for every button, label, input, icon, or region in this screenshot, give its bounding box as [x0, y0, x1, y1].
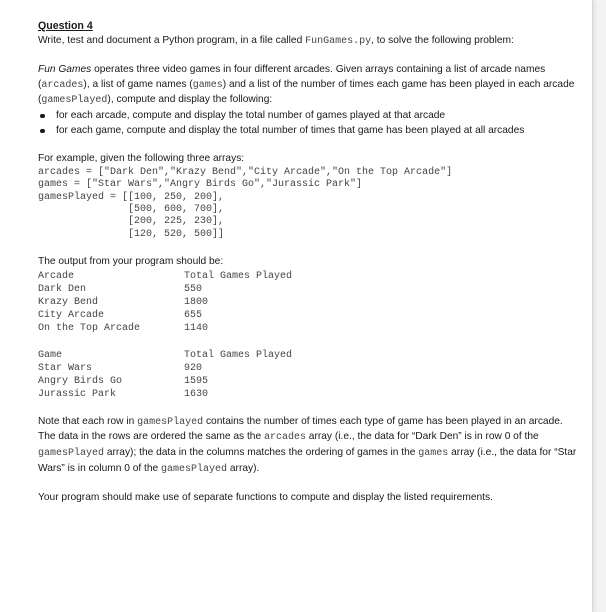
table-row: Star Wars 920 — [38, 362, 203, 374]
question-intro: Write, test and document a Python program, in a file called FunGames.py, to solve the following problem: — [38, 34, 514, 47]
file-name: FunGames.py — [305, 35, 372, 47]
table-header: Arcade Total Games Played — [38, 270, 293, 282]
code-line: [500, 600, 700], — [38, 203, 225, 215]
table-row: Jurassic Park 1630 — [38, 388, 209, 400]
example-label: For example, given the following three arrays: — [38, 153, 245, 165]
list-item: for each game, compute and display the total number of times that game has been played at all arcades — [56, 124, 578, 139]
code-line: games = ["Star Wars","Angry Birds Go","Jurassic Park"] — [38, 179, 363, 191]
note-paragraph: Note that each row in gamesPlayed contains the number of times each type of game has been played in an arcade. The data in the rows are ordered the same as the arcades array (i.e., the data for “Dark Den” is in row 0 of the gamesPlayed array); the data in the columns matches the ordering of games in the games array (i.e., the data for “Star Wars” is in column 0 of the gamesPlayed array). — [38, 415, 577, 475]
table-row: Angry Birds Go 1595 — [38, 375, 209, 387]
example-code — [38, 167, 578, 241]
code-line: [120, 520, 500]] — [38, 228, 225, 240]
table-row: Dark Den 550 — [38, 283, 203, 295]
code-line: arcades = ["Dark Den","Krazy Bend","City Arcade","On the Top Arcade"] — [38, 166, 453, 178]
table-row: Krazy Bend 1800 — [38, 296, 209, 308]
table-row: City Arcade 655 — [38, 309, 203, 321]
game-output-table — [38, 349, 292, 401]
arcade-output-table — [38, 270, 292, 335]
requirements-list — [38, 109, 578, 138]
question-title: Question 4 — [38, 20, 93, 32]
problem-statement: Fun Games operates three video games in four different arcades. Given arrays containing a list of arcade names (arcades), a list of game names (games) and a list of the number of times each game has been played in each arcade (gamesPlayed), compute and display the following: — [38, 64, 575, 107]
document-content — [38, 19, 578, 506]
list-item: for each arcade, compute and display the total number of games played at that arcade — [56, 109, 578, 124]
code-line: [200, 225, 230], — [38, 216, 225, 228]
table-header: Game Total Games Played — [38, 349, 293, 361]
closing-paragraph: Your program should make use of separate functions to compute and display the listed requirements. — [38, 492, 493, 504]
table-row: On the Top Arcade 1140 — [38, 322, 209, 334]
code-line: gamesPlayed = [[100, 250, 200], — [38, 191, 225, 203]
output-label: The output from your program should be: — [38, 256, 224, 268]
